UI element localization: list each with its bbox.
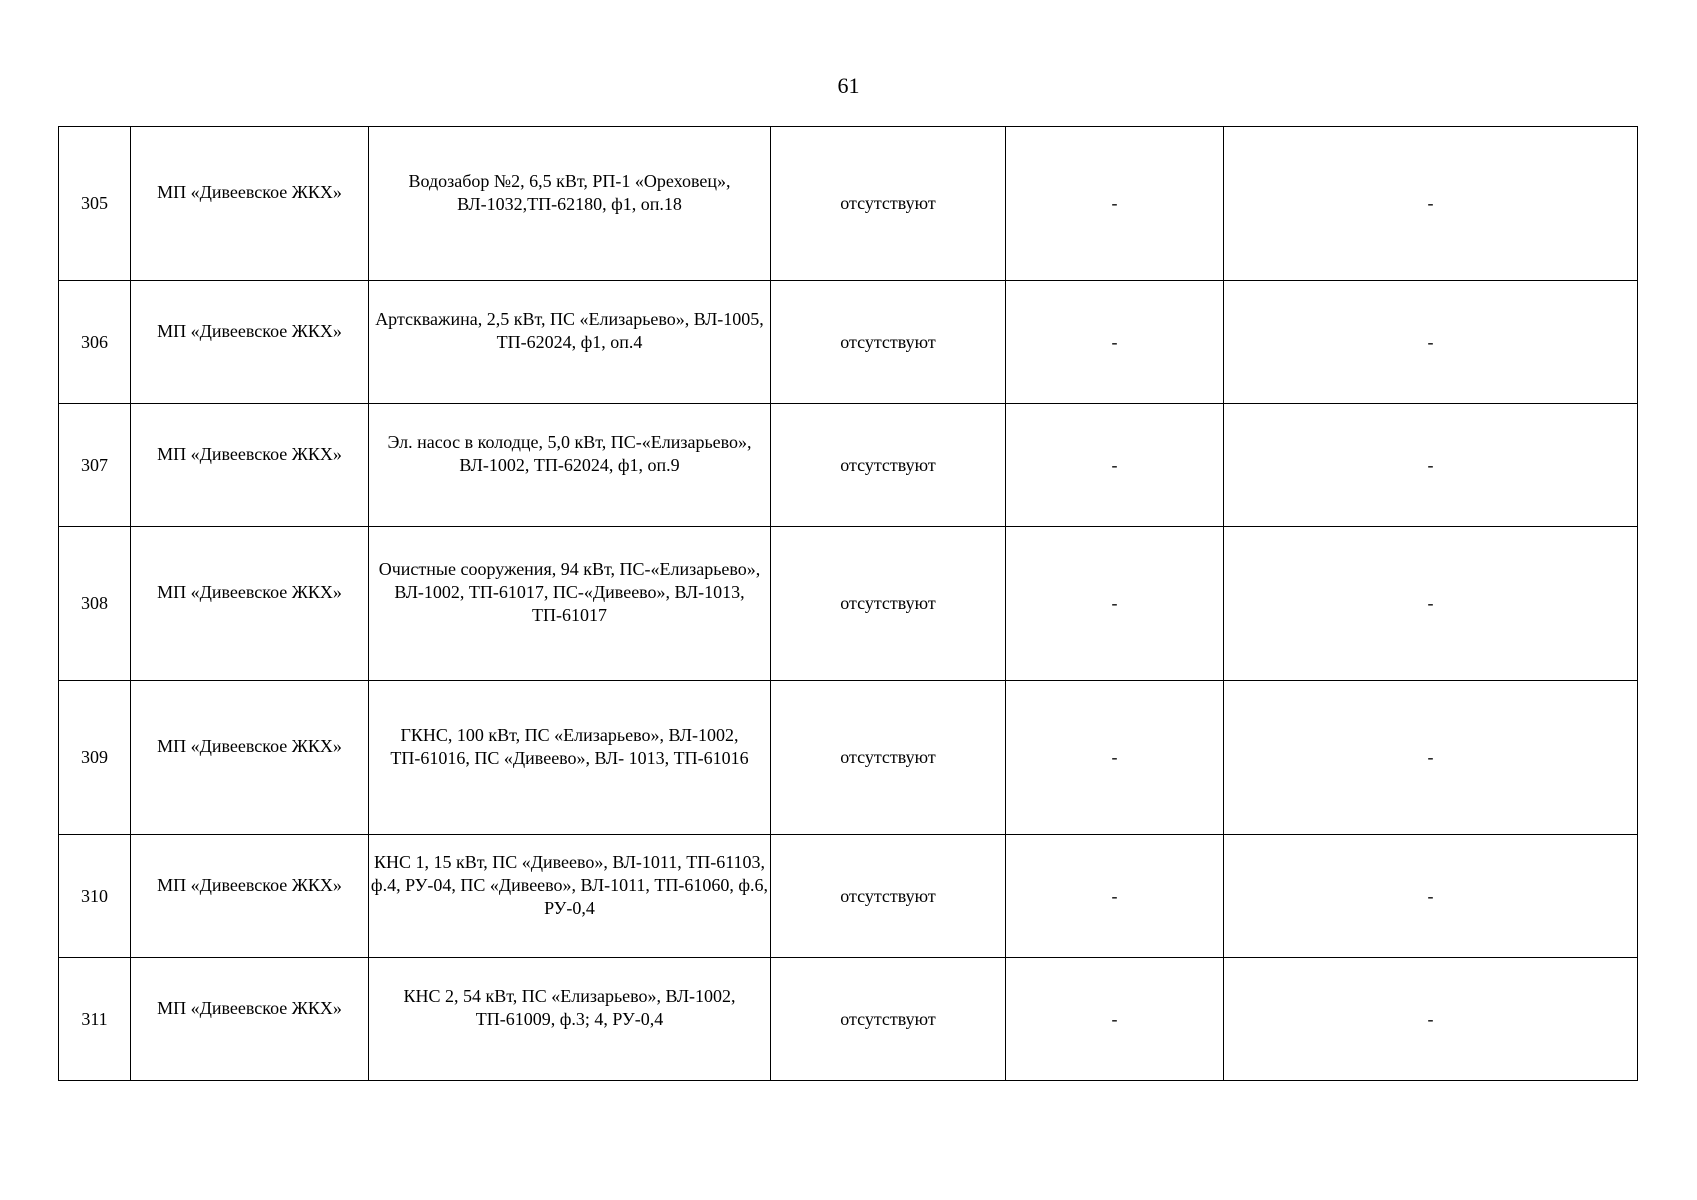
column-5-cell: - [1006,404,1224,527]
row-number: 310 [59,835,131,958]
organization-name: МП «Дивеевское ЖКХ» [157,320,342,341]
status-cell: отсутствуют [771,404,1006,527]
organization-cell [131,127,369,281]
object-description: Водозабор №2, 6,5 кВт, РП-1 «Ореховец», ВЛ-1032,ТП-62180, ф1, оп.18 [408,170,731,214]
table-row [59,527,1638,681]
column-5-cell: - [1006,958,1224,1081]
status-cell: отсутствуют [771,958,1006,1081]
column-6-cell: - [1224,527,1638,681]
status-cell: отсутствуют [771,281,1006,404]
table-row [59,681,1638,835]
organization-name: МП «Дивеевское ЖКХ» [157,582,342,602]
row-number: 311 [59,958,131,1081]
table-row [59,835,1638,958]
object-cell [369,958,771,1081]
column-6-cell: - [1224,281,1638,404]
organization-name: МП «Дивеевское ЖКХ» [157,997,342,1018]
organization-cell [131,527,369,681]
row-number: 306 [59,281,131,404]
object-description: Очистные сооружения, 94 кВт, ПС-«Елизарьево», ВЛ-1002, ТП-61017, ПС-«Дивеево», ВЛ-1013, ТП-61017 [378,559,761,625]
object-cell [369,681,771,835]
status-cell: отсутствуют [771,127,1006,281]
object-cell [369,527,771,681]
column-6-cell: - [1224,681,1638,835]
object-description: КНС 2, 54 кВт, ПС «Елизарьево», ВЛ-1002, ТП-61009, ф.3; 4, РУ-0,4 [403,986,736,1029]
row-number: 308 [59,527,131,681]
page-number: 61 [837,73,860,98]
table-row [59,281,1638,404]
column-5-cell: - [1006,527,1224,681]
column-5-cell: - [1006,281,1224,404]
organization-cell [131,835,369,958]
column-6-cell: - [1224,958,1638,1081]
object-cell [369,281,771,404]
row-number: 305 [59,127,131,281]
status-cell: отсутствуют [771,527,1006,681]
objects-table [58,126,1638,1081]
status-cell: отсутствуют [771,681,1006,835]
column-6-cell: - [1224,835,1638,958]
object-description: Артскважина, 2,5 кВт, ПС «Елизарьево», ВЛ-1005, ТП-62024, ф1, оп.4 [375,309,764,352]
organization-cell [131,681,369,835]
column-6-cell: - [1224,127,1638,281]
object-description: ГКНС, 100 кВт, ПС «Елизарьево», ВЛ-1002, ТП-61016, ПС «Дивеево», ВЛ- 1013, ТП-61016 [390,724,749,768]
organization-cell [131,281,369,404]
organization-name: МП «Дивеевское ЖКХ» [157,182,342,202]
table-row [59,404,1638,527]
column-5-cell: - [1006,835,1224,958]
object-description: КНС 1, 15 кВт, ПС «Дивеево», ВЛ-1011, ТП-61103, ф.4, РУ-04, ПС «Дивеево», ВЛ-1011, ТП-61060, ф.6, РУ-0,4 [370,851,769,918]
organization-name: МП «Дивеевское ЖКХ» [157,874,342,895]
column-5-cell: - [1006,127,1224,281]
object-cell [369,835,771,958]
organization-cell [131,404,369,527]
object-cell [369,127,771,281]
organization-name: МП «Дивеевское ЖКХ» [157,736,342,756]
column-6-cell: - [1224,404,1638,527]
object-description: Эл. насос в колодце, 5,0 кВт, ПС-«Елизарьево», ВЛ-1002, ТП-62024, ф1, оп.9 [387,432,752,475]
column-5-cell: - [1006,681,1224,835]
table-row [59,958,1638,1081]
row-number: 307 [59,404,131,527]
organization-cell [131,958,369,1081]
row-number: 309 [59,681,131,835]
table-row [59,127,1638,281]
status-cell: отсутствуют [771,835,1006,958]
object-cell [369,404,771,527]
organization-name: МП «Дивеевское ЖКХ» [157,443,342,464]
